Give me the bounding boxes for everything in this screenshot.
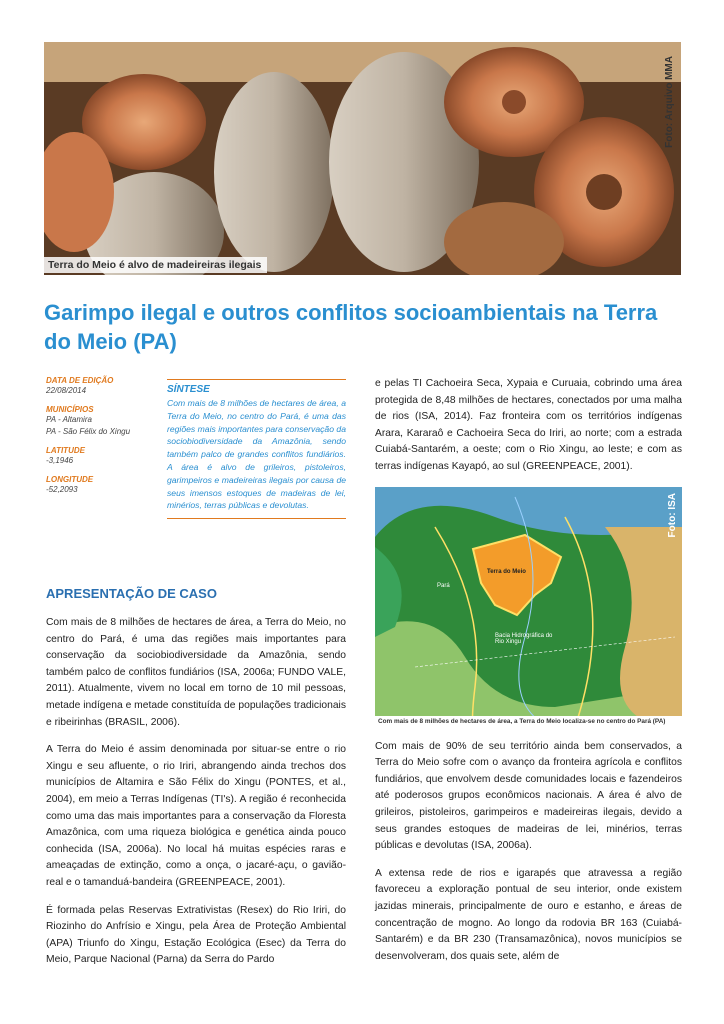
map-figure xyxy=(375,487,682,727)
municipio-item: PA - São Félix do Xingu xyxy=(46,427,131,436)
paragraph: Com mais de 8 milhões de hectares de área, a Terra do Meio, no centro do Pará, é uma das regiões mais importantes para conservação da sociobiodiversidade da Amazônia, sendo também palco de conflitos fundiários (ISA, 2006a; FUNDO VALE, 2011). Atualmente, vivem no local em torno de 10 mil pessoas, metade indígena e metade constituída de populações tradicionais e ribeirinhas (BRASIL, 2006). xyxy=(46,617,346,728)
paragraph: A Terra do Meio é assim denominada por situar-se entre o rio Xingu e seu afluente, o rio Iriri, abrangendo ainda trechos dos municípios de Altamira e São Félix do Xingu (PONTES, et al., 2004), em meio a Terras Indígenas (TI's). A região é reconhecida como uma das mais importantes para a conservação da Floresta Amazônica, com uma riqueza biológica e genética ainda pouco conhecida (ISA, 2006a). No local há muitas espécies raras e ameaçadas de extinção, como a onça, o jacaré-açu, o gavião-real e o tamanduá-bandeira (GREENPEACE, 2001). xyxy=(46,744,346,888)
date-value: 22/08/2014 xyxy=(46,386,87,395)
paragraph: A extensa rede de rios e igarapés que atravessa a região favoreceu a exploração pontual de seu interior, onde existem jazidas minerais, principalmente de ouro e estanho, e áreas de concentração de mogno. Ao longo da rodovia BR 163 (Cuiabá-Santarém) e da BR 230 (Transamazônica), novos municípios se desenvolveram, dos quais sete, além de xyxy=(375,867,682,962)
longitude-value: -52,2093 xyxy=(46,485,78,494)
map-label-basin: Bacia Hidrográfica do Rio Xingu xyxy=(495,632,553,645)
map-illustration xyxy=(375,487,682,727)
left-column xyxy=(46,586,346,980)
map-credit: Foto: ISA xyxy=(667,492,678,537)
paragraph: Com mais de 90% de seu território ainda bem conservados, a Terra do Meio sofre com o avanço da fronteira agrícola e conflitos fundiários, que envolvem desde comunidades locais e fazendeiros até poderosos grupos econômicos nacionais. A área é alvo de grileiros, pistoleiros, garimpeiros e madeireiras ilegais, devido a seus grandes estoques de madeiras de lei, minérios, terras públicas e devolutas (ISA, 2006a). xyxy=(375,740,682,852)
map-label-state: Pará xyxy=(437,582,450,589)
latitude-label: LATITUDE xyxy=(46,446,85,455)
hero-photo-credit: Foto: Arquivo MMA xyxy=(664,56,675,148)
right-column xyxy=(375,376,682,976)
paragraph: e pelas TI Cachoeira Seca, Xypaia e Curuaia, cobrindo uma área protegida de 8,48 milhões de hectares, conectados por uma malha de rios (ISA, 2014). Faz fronteira com os territórios indígenas Arara, Kararaô e Cachoeira Seca do Iriri, ao norte; com a estrada Cuiabá-Santarém, a oeste; com o Rio Xingu, ao leste; e com as terras indígenas Kayapó, ao sul (GREENPEACE, 2001). xyxy=(375,378,682,472)
municipios-label: MUNICÍPIOS xyxy=(46,405,94,414)
logs-illustration xyxy=(44,42,681,275)
date-label: DATA DE EDIÇÃO xyxy=(46,376,114,385)
municipio-item: PA - Altamira xyxy=(46,415,92,424)
sintese-box xyxy=(167,379,346,519)
map-caption: Com mais de 8 milhões de hectares de área, a Terra do Meio localiza-se no centro do Pará (PA) xyxy=(375,716,682,727)
latitude-value: -3,1946 xyxy=(46,456,74,465)
sintese-text: Com mais de 8 milhões de hectares de área, a Terra do Meio, no centro do Pará, é uma das regiões mais importantes para conservação da sociobiodiversidade da Amazônia, sendo também palco de grandes conflitos fundiários. A área é alvo de grileiros, pistoleiros, garimpeiros e madeireiras ilegais por causa de seus imensos estoques de madeiras de lei, minérios, terras públicas e devolutas. xyxy=(167,398,346,511)
section-heading: APRESENTAÇÃO DE CASO xyxy=(46,586,217,601)
hero-photo-caption: Terra do Meio é alvo de madeireiras ilegais xyxy=(44,257,267,273)
hero-photo xyxy=(44,42,681,275)
page-title: Garimpo ilegal e outros conflitos socioambientais na Terra do Meio (PA) xyxy=(44,300,658,354)
sintese-heading: SÍNTESE xyxy=(167,384,210,395)
longitude-label: LONGITUDE xyxy=(46,475,94,484)
map-label-region: Terra do Meio xyxy=(487,568,526,575)
paragraph: É formada pelas Reservas Extrativistas (Resex) do Rio Iriri, do Riozinho do Anfrísio e Xingu, pela Área de Proteção Ambiental (APA) Triunfo do Xingu, Estação Ecológica (Esec) da Terra do Meio, Parque Nacional (Parna) da Serra do Pardo xyxy=(46,904,346,966)
metadata-block xyxy=(46,376,166,496)
